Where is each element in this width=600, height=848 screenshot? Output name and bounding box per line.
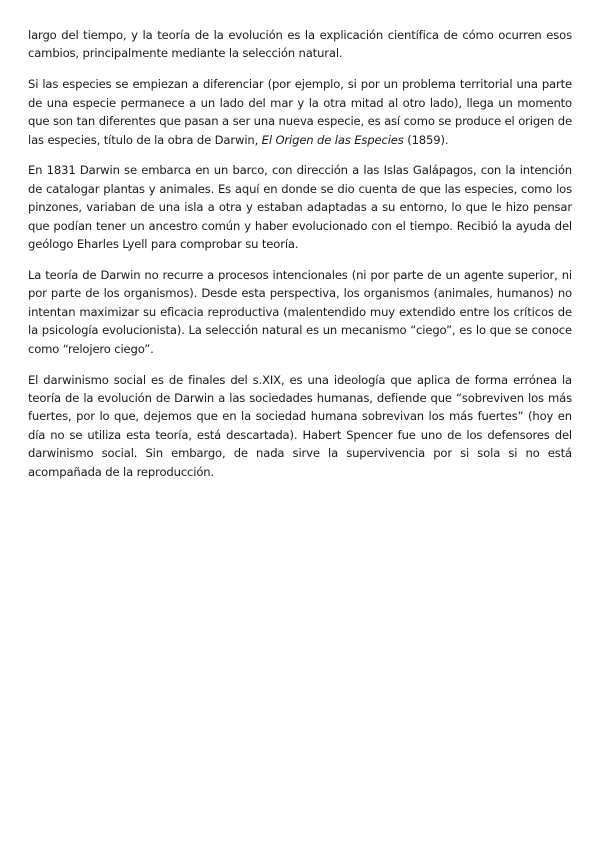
paragraph-blind-watchmaker: La teoría de Darwin no recurre a procesos intencionales (ni por parte de un agente superior, ni por parte de los organismos). Desde esta perspectiva, los organismos (animales, humanos) no intentan maximizar su eficacia reproductiva (malentendido muy extendido entre los críticos de la psicología evolucionista). La selección natural es un mecanismo “ciego”, es lo que se conoce como “relojero ciego”. [28, 267, 572, 356]
paragraph-social-darwinism: El darwinismo social es de finales del s.XIX, es una ideología que aplica de forma errónea la teoría de la evolución de Darwin a las sociedades humanas, defiende que “sobreviven los más fuertes, por lo que, dejemos que en la sociedad humana sobrevivan los más fuertes” (hoy en día no se utiliza esta teoría, está descartada). Habert Spencer fue uno de los defensores del darwinismo social. Sin embargo, de nada sirve la supervivencia por si sola si no está acompañada de la reproducción. [28, 372, 572, 479]
paragraph-origin-year: (1859). [403, 132, 449, 147]
paragraph-origin-of-species [28, 75, 572, 149]
paragraph-origin-text: Si las especies se empiezan a diferenciar (por ejemplo, si por un problema territorial una parte de una especie permanece a un lado del mar y la otra mitad al otro lado), llega un momento que son tan diferentes que pasan a ser una nueva especie, es así como se produce el origen de las especies, título de la obra de Darwin, [28, 77, 572, 147]
paragraph-evolution-definition: largo del tiempo, y la teoría de la evolución es la explicación científica de cómo ocurren esos cambios, principalmente mediante la selección natural. [28, 28, 572, 61]
book-title-italic: El Origen de las Especies [261, 132, 404, 147]
paragraph-galapagos-voyage: En 1831 Darwin se embarca en un barco, con dirección a las Islas Galápagos, con la intención de catalogar plantas y animales. Es aquí en donde se dio cuenta de que las especies, como los pinzones, variaban de una isla a otra y estaban adaptadas a su entorno, lo que le hizo pensar que podían tener un ancestro común y haber evolucionado con el tiempo. Recibió la ayuda del geólogo Eharles Lyell para comprobar su teoría. [28, 163, 572, 252]
document-page [28, 26, 572, 493]
